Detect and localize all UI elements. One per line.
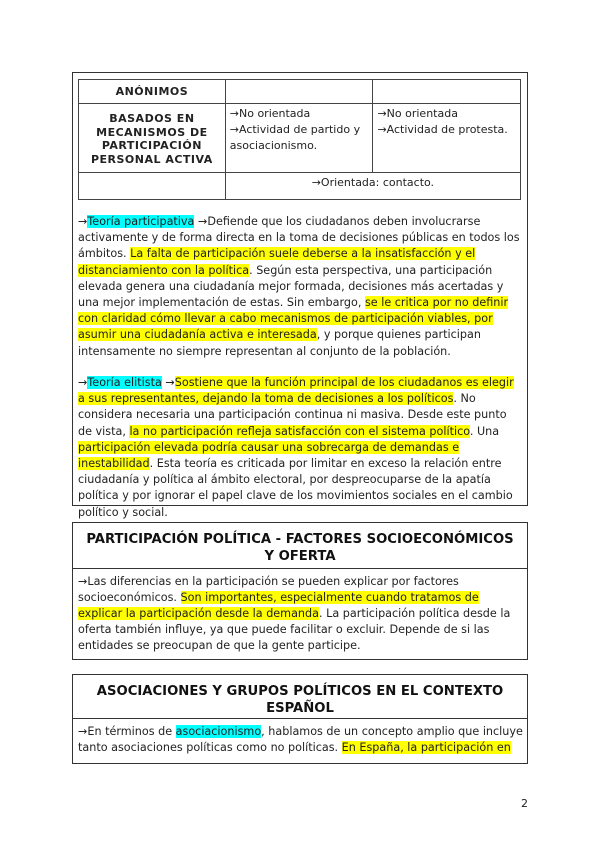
- arrow-icon: →: [161, 376, 175, 389]
- participative-theory-paragraph: [78, 214, 524, 360]
- cell-line: →Actividad de protesta.: [377, 123, 508, 136]
- text: →En términos de: [78, 725, 176, 738]
- table-cell: [225, 80, 373, 104]
- text: →Defiende que los ciudadanos deben involucrarse activamente y de forma directa en la toma de decisiones públicas en todos los ámbitos.: [78, 215, 520, 261]
- highlight: participación elevada podría causar una sobrecarga de demandas e inestabilidad: [78, 440, 460, 471]
- highlight: la no participación refleja satisfacción con el sistema político: [129, 424, 470, 438]
- page-number: 2: [521, 797, 528, 810]
- text: →Las diferencias en la participación se pueden explicar por factores socioeconómicos.: [78, 575, 459, 604]
- cell-line: →Actividad de partido y asociacionismo.: [229, 123, 361, 152]
- cell-line: →No orientada: [229, 107, 311, 120]
- row-header-anonimos: ANÓNIMOS: [79, 80, 226, 104]
- table-row: [79, 80, 521, 104]
- table-row: [79, 104, 521, 173]
- arrow-icon: →: [78, 376, 88, 389]
- cell-line: →No orientada: [377, 107, 458, 120]
- highlight: se le critica por no definir con claridad cómo llevar a cabo mecanismos de participación viables, por asumir una ciudadanía activa e interesada: [78, 296, 509, 342]
- text: . Esta teoría es criticada por limitar en exceso la relación entre ciudadanía y política al ámbito electoral, por despreocuparse de la apatía política y por ignorar el papel clave de los movimientos sociales en el cambio político y social.: [78, 457, 513, 519]
- table-cell: [373, 104, 521, 173]
- merged-cell: →Orientada: contacto.: [225, 173, 520, 200]
- text: . Según esta perspectiva, una participación elevada genera una ciudadanía mejor formada, decisiones más acertadas y una mejor implementación de estas. Sin embargo,: [78, 263, 504, 310]
- row-header-basados: BASADOS EN MECANISMOS DE PARTICIPACIÓN PERSONAL ACTIVA: [79, 104, 226, 173]
- highlight: Son importantes, especialmente cuando tratamos de explicar la participación desde la demanda: [78, 591, 479, 620]
- text: . No considera necesaria una participación continua ni masiva. Desde este punto de vista,: [78, 392, 507, 438]
- participation-table: [78, 79, 521, 200]
- socioeconomic-section: [72, 522, 528, 660]
- term-highlight: Teoría participativa: [87, 215, 195, 228]
- term-highlight: Teoría elitista: [87, 376, 162, 389]
- table-cell: [79, 173, 226, 200]
- section-text: [78, 574, 524, 654]
- highlight: La falta de participación suele deberse a la insatisfacción y el distanciamiento con la política: [78, 247, 476, 277]
- associations-section: [72, 674, 528, 764]
- term-highlight: asociacionismo: [175, 725, 262, 738]
- section-title: PARTICIPACIÓN POLÍTICA - FACTORES SOCIOECONÓMICOS Y OFERTA: [73, 523, 527, 569]
- text: . La participación política desde la oferta también influye, ya que puede facilitar o excluir. Depende de si las entidades se preocupan de que la gente participe.: [78, 607, 511, 652]
- highlight: Sostiene que la función principal de los ciudadanos es elegir a sus representantes, dejando la toma de decisiones a los políticos: [78, 376, 514, 406]
- section-title: ASOCIACIONES Y GRUPOS POLÍTICOS EN EL CONTEXTO ESPAÑOL: [73, 675, 527, 719]
- highlight: En España, la participación en: [341, 741, 511, 754]
- table-cell: [225, 104, 373, 173]
- text: . Una: [469, 424, 500, 438]
- section-text: [78, 724, 524, 756]
- theories-section: [72, 72, 528, 519]
- elitist-theory-paragraph: [78, 375, 524, 521]
- table-row: [79, 173, 521, 200]
- text: , hablamos de un concepto amplio que incluye tanto asociaciones políticas como no políticas.: [78, 725, 523, 754]
- table-cell: [373, 80, 521, 104]
- arrow-icon: →: [78, 215, 88, 228]
- text: , y porque quienes participan intensamente no siempre representan al conjunto de la población.: [78, 328, 481, 358]
